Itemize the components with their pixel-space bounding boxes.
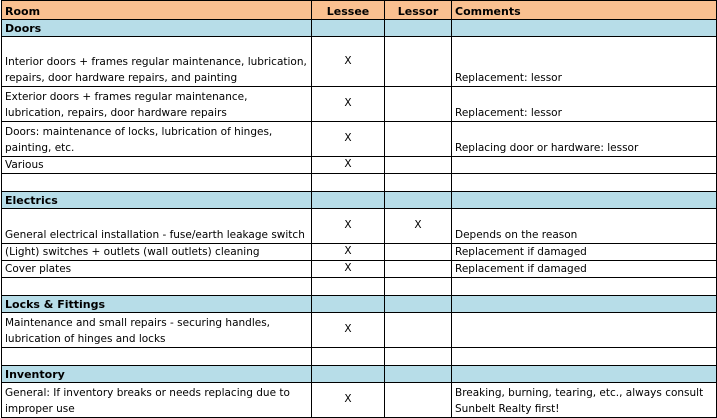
lessor-cell <box>385 261 452 278</box>
lessor-cell <box>385 244 452 261</box>
lessee-cell: X <box>312 37 385 87</box>
table-row <box>2 37 717 87</box>
section-title: Inventory <box>2 366 312 383</box>
header-row <box>2 1 717 20</box>
section-title: Doors <box>2 20 312 37</box>
comments-cell: Depends on the reason <box>452 209 717 244</box>
lessee-cell: X <box>312 209 385 244</box>
section-row-electrics <box>2 192 717 209</box>
lessor-cell <box>385 87 452 122</box>
lessor-cell <box>385 313 452 348</box>
lessee-cell: X <box>312 122 385 157</box>
lessor-cell <box>385 122 452 157</box>
table-row <box>2 383 717 418</box>
table-row <box>2 244 717 261</box>
section-row-locks-fittings <box>2 296 717 313</box>
comments-cell <box>452 157 717 174</box>
section-row-doors <box>2 20 717 37</box>
spacer-row <box>2 174 717 192</box>
table-row <box>2 261 717 278</box>
room-cell: Cover plates <box>2 261 312 278</box>
comments-cell: Replacing door or hardware: lessor <box>452 122 717 157</box>
lessee-cell: X <box>312 383 385 418</box>
lessee-cell: X <box>312 313 385 348</box>
section-row-inventory <box>2 366 717 383</box>
table-row <box>2 122 717 157</box>
table-row <box>2 313 717 348</box>
lessee-cell: X <box>312 157 385 174</box>
room-cell: General: If inventory breaks or needs replacing due to improper use <box>2 383 312 418</box>
room-cell: Maintenance and small repairs - securing handles, lubrication of hinges and locks <box>2 313 312 348</box>
section-title: Locks & Fittings <box>2 296 312 313</box>
table-row <box>2 87 717 122</box>
comments-cell: Breaking, burning, tearing, etc., always consult Sunbelt Realty first! <box>452 383 717 418</box>
responsibility-table <box>1 0 717 418</box>
lessor-cell <box>385 157 452 174</box>
header-lessor: Lessor <box>385 1 452 20</box>
comments-cell: Replacement if damaged <box>452 244 717 261</box>
header-lessee: Lessee <box>312 1 385 20</box>
room-cell: (Light) switches + outlets (wall outlets) cleaning <box>2 244 312 261</box>
spacer-row <box>2 278 717 296</box>
comments-cell: Replacement: lessor <box>452 87 717 122</box>
comments-cell: Replacement: lessor <box>452 37 717 87</box>
header-comments: Comments <box>452 1 717 20</box>
room-cell: General electrical installation - fuse/earth leakage switch <box>2 209 312 244</box>
header-room: Room <box>2 1 312 20</box>
room-cell: Exterior doors + frames regular maintenance, lubrication, repairs, door hardware repairs <box>2 87 312 122</box>
comments-cell <box>452 313 717 348</box>
spacer-row <box>2 348 717 366</box>
table-row <box>2 157 717 174</box>
comments-cell: Replacement if damaged <box>452 261 717 278</box>
lessor-cell <box>385 37 452 87</box>
section-title: Electrics <box>2 192 312 209</box>
room-cell: Various <box>2 157 312 174</box>
lessor-cell: X <box>385 209 452 244</box>
lessee-cell: X <box>312 87 385 122</box>
lessee-cell: X <box>312 261 385 278</box>
room-cell: Interior doors + frames regular maintenance, lubrication, repairs, door hardware repairs, and painting <box>2 37 312 87</box>
table-row <box>2 209 717 244</box>
lessee-cell: X <box>312 244 385 261</box>
room-cell: Doors: maintenance of locks, lubrication of hinges, painting, etc. <box>2 122 312 157</box>
lessor-cell <box>385 383 452 418</box>
